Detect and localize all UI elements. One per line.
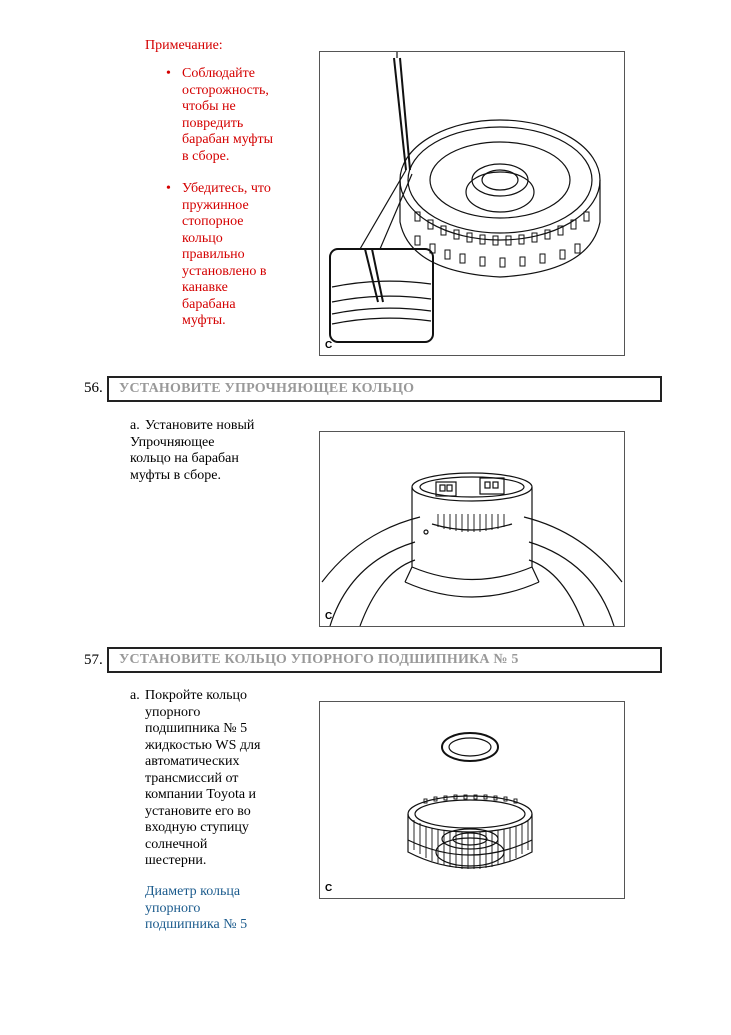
note-item-1-line-5: барабан муфты	[182, 132, 273, 147]
note-item-2-line-5: правильно	[182, 247, 245, 262]
step-57-note-line-1: Диаметр кольца	[145, 884, 241, 899]
note-list	[150, 66, 317, 346]
step-56-instruction-line-3: кольцо на барабан	[130, 451, 239, 466]
step-56-instruction-line-1: Установите новый	[145, 418, 255, 433]
step-56-header	[107, 376, 662, 402]
figure-letter: C	[325, 340, 333, 351]
note-item-1-line-3: чтобы не	[182, 99, 236, 114]
step-57-instruction-line-5: автоматических	[145, 754, 240, 769]
note-item-2-line-9: муфты.	[182, 313, 226, 328]
step-56-instruction-line-2: Упрочняющее	[130, 434, 215, 450]
step-56-instruction-label: a.	[130, 418, 140, 433]
figure-thrust-bearing-race	[319, 701, 625, 899]
step-57-header	[107, 647, 662, 673]
step-57-instruction-line-4: жидкостью WS для	[145, 737, 261, 753]
note-item-2-line-7: канавке	[182, 280, 228, 295]
step-56-title: УСТАНОВИТЕ УПРОЧНЯЮЩЕЕ КОЛЬЦО	[119, 381, 415, 396]
step-57-instruction-label: a.	[130, 688, 140, 703]
step-57-instruction-line-11: шестерни.	[145, 853, 207, 868]
note-item-1-line-2: осторожность,	[182, 82, 269, 98]
step-57-instruction-line-6: трансмиссий от	[145, 770, 239, 786]
step-57-note	[145, 884, 295, 934]
step-57-number: 57.	[84, 652, 103, 668]
figure-reinforcing-ring	[319, 431, 625, 627]
step-57-instruction-line-7: компании Toyota и	[145, 787, 257, 802]
note-item-1-line-1: • Соблюдайте	[182, 66, 256, 81]
note-item-1-line-4: повредить	[182, 115, 244, 131]
note-item-1-line-6: в сборе.	[182, 148, 230, 164]
thrust-bearing-race-illustration	[320, 702, 624, 898]
step-57-instruction-line-9: входную ступицу	[145, 820, 249, 835]
step-56-number: 56.	[84, 380, 103, 396]
step-57-note-line-3: подшипника № 5	[145, 917, 248, 932]
step-57-instruction-line-1: Покройте кольцо	[145, 688, 248, 703]
step-57-instruction-line-3: подшипника № 5	[145, 721, 248, 736]
reinforcing-ring-illustration	[320, 432, 624, 626]
clutch-drum-illustration	[320, 52, 624, 355]
note-item-1	[182, 66, 317, 165]
step-57-instruction-line-8: установите его во	[145, 803, 251, 819]
step-56-instruction	[130, 418, 290, 484]
figure-letter: C	[325, 883, 333, 894]
note-item-2-line-3: стопорное	[182, 214, 244, 229]
note-item-2	[182, 181, 317, 330]
step-57-instruction-line-10: солнечной	[145, 836, 208, 852]
step-57-instruction-line-2: упорного	[145, 704, 201, 720]
note-item-2-line-2: пружинное	[182, 197, 249, 213]
note-item-2-line-6: установлено в	[182, 263, 267, 279]
note-title: Примечание:	[145, 38, 223, 53]
figure-letter: C	[325, 611, 333, 622]
step-57-instruction	[130, 688, 295, 870]
note-item-2-line-8: барабана	[182, 296, 236, 312]
figure-clutch-drum-snap-ring	[319, 51, 625, 356]
note-item-2-line-1: • Убедитесь, что	[182, 181, 271, 196]
note-item-2-line-4: кольцо	[182, 230, 223, 246]
step-56-instruction-line-4: муфты в сборе.	[130, 467, 221, 483]
step-57-title: УСТАНОВИТЕ КОЛЬЦО УПОРНОГО ПОДШИПНИКА № 5	[119, 652, 519, 667]
step-57-note-line-2: упорного	[145, 900, 201, 916]
